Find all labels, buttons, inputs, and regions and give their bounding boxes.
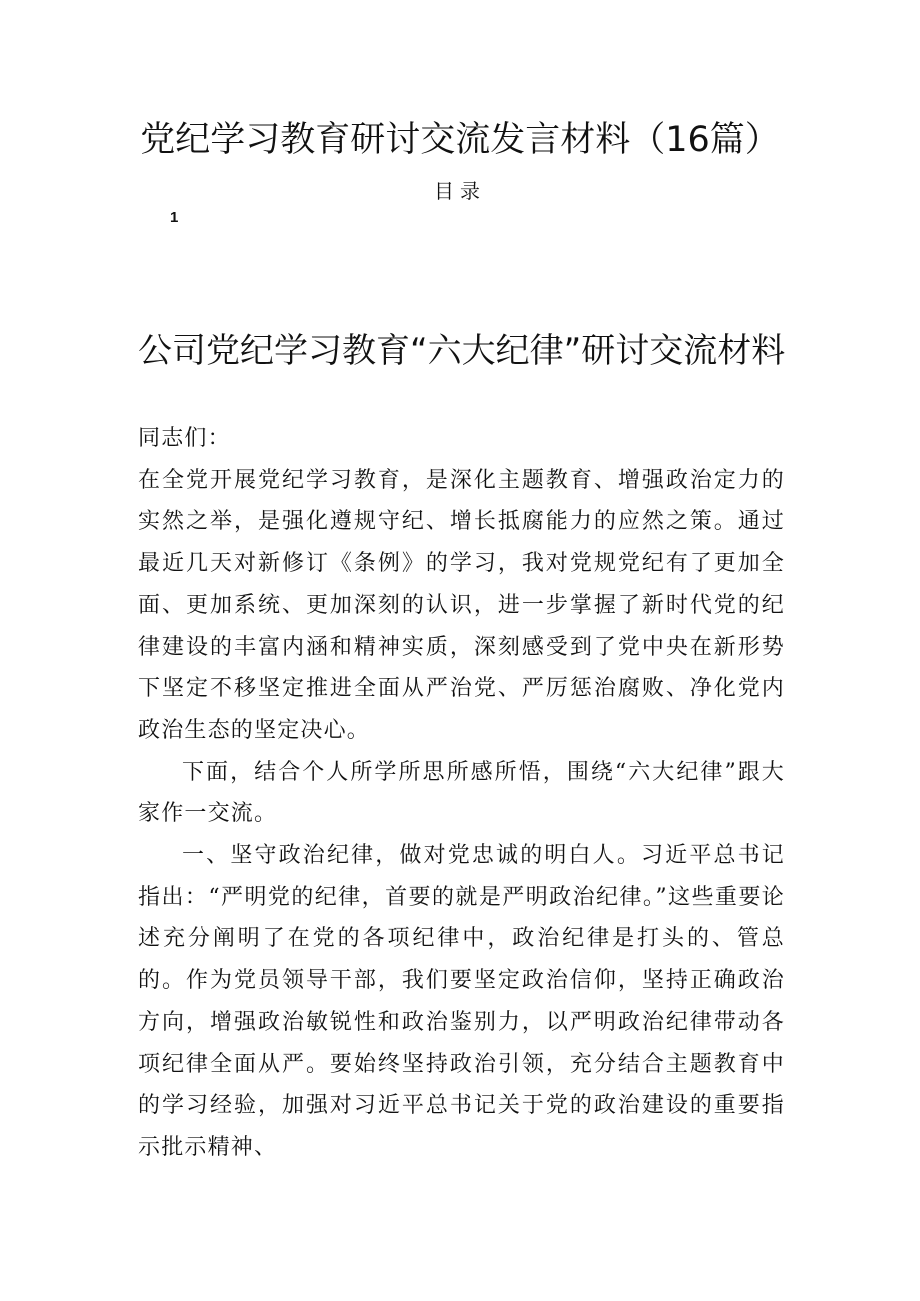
salutation: 同志们： <box>138 426 231 451</box>
table-of-contents-heading: 目录 <box>434 179 486 203</box>
article-title: 公司党纪学习教育“六大纪律”研讨交流材料 <box>138 331 786 371</box>
article-body <box>138 418 785 1169</box>
toc-entry-number: 1 <box>170 209 179 226</box>
document-title: 党纪学习教育研讨交流发言材料（16篇） <box>140 120 780 160</box>
paragraph-intro: 在全党开展党纪学习教育，是深化主题教育、增强政治定力的实然之举，是强化遵规守纪、增长抵腐能力的应然之策。通过最近几天对新修订《条例》的学习，我对党规党纪有了更加全面、更加系统、更加深刻的认识，进一步掌握了新时代党的纪律建设的丰富内涵和精神实质，深刻感受到了党中央在新形势下坚定不移坚定推进全面从严治党、严厉惩治腐败、净化党内政治生态的坚定决心。 <box>138 467 785 743</box>
paragraph-transition: 下面，结合个人所学所思所感所悟，围绕“六大纪律”跟大家作一交流。 <box>138 759 785 827</box>
paragraph-section-one: 一、坚守政治纪律，做对党忠诚的明白人。习近平总书记指出：“严明党的纪律，首要的就是严明政治纪律。”这些重要论述充分阐明了在党的各项纪律中，政治纪律是打头的、管总的。作为党员领导干部，我们要坚定政治信仰，坚持正确政治方向，增强政治敏锐性和政治鉴别力，以严明政治纪律带动各项纪律全面从严。要始终坚持政治引领，充分结合主题教育中的学习经验，加强对习近平总书记关于党的政治建设的重要指示批示精神、 <box>138 843 785 1160</box>
